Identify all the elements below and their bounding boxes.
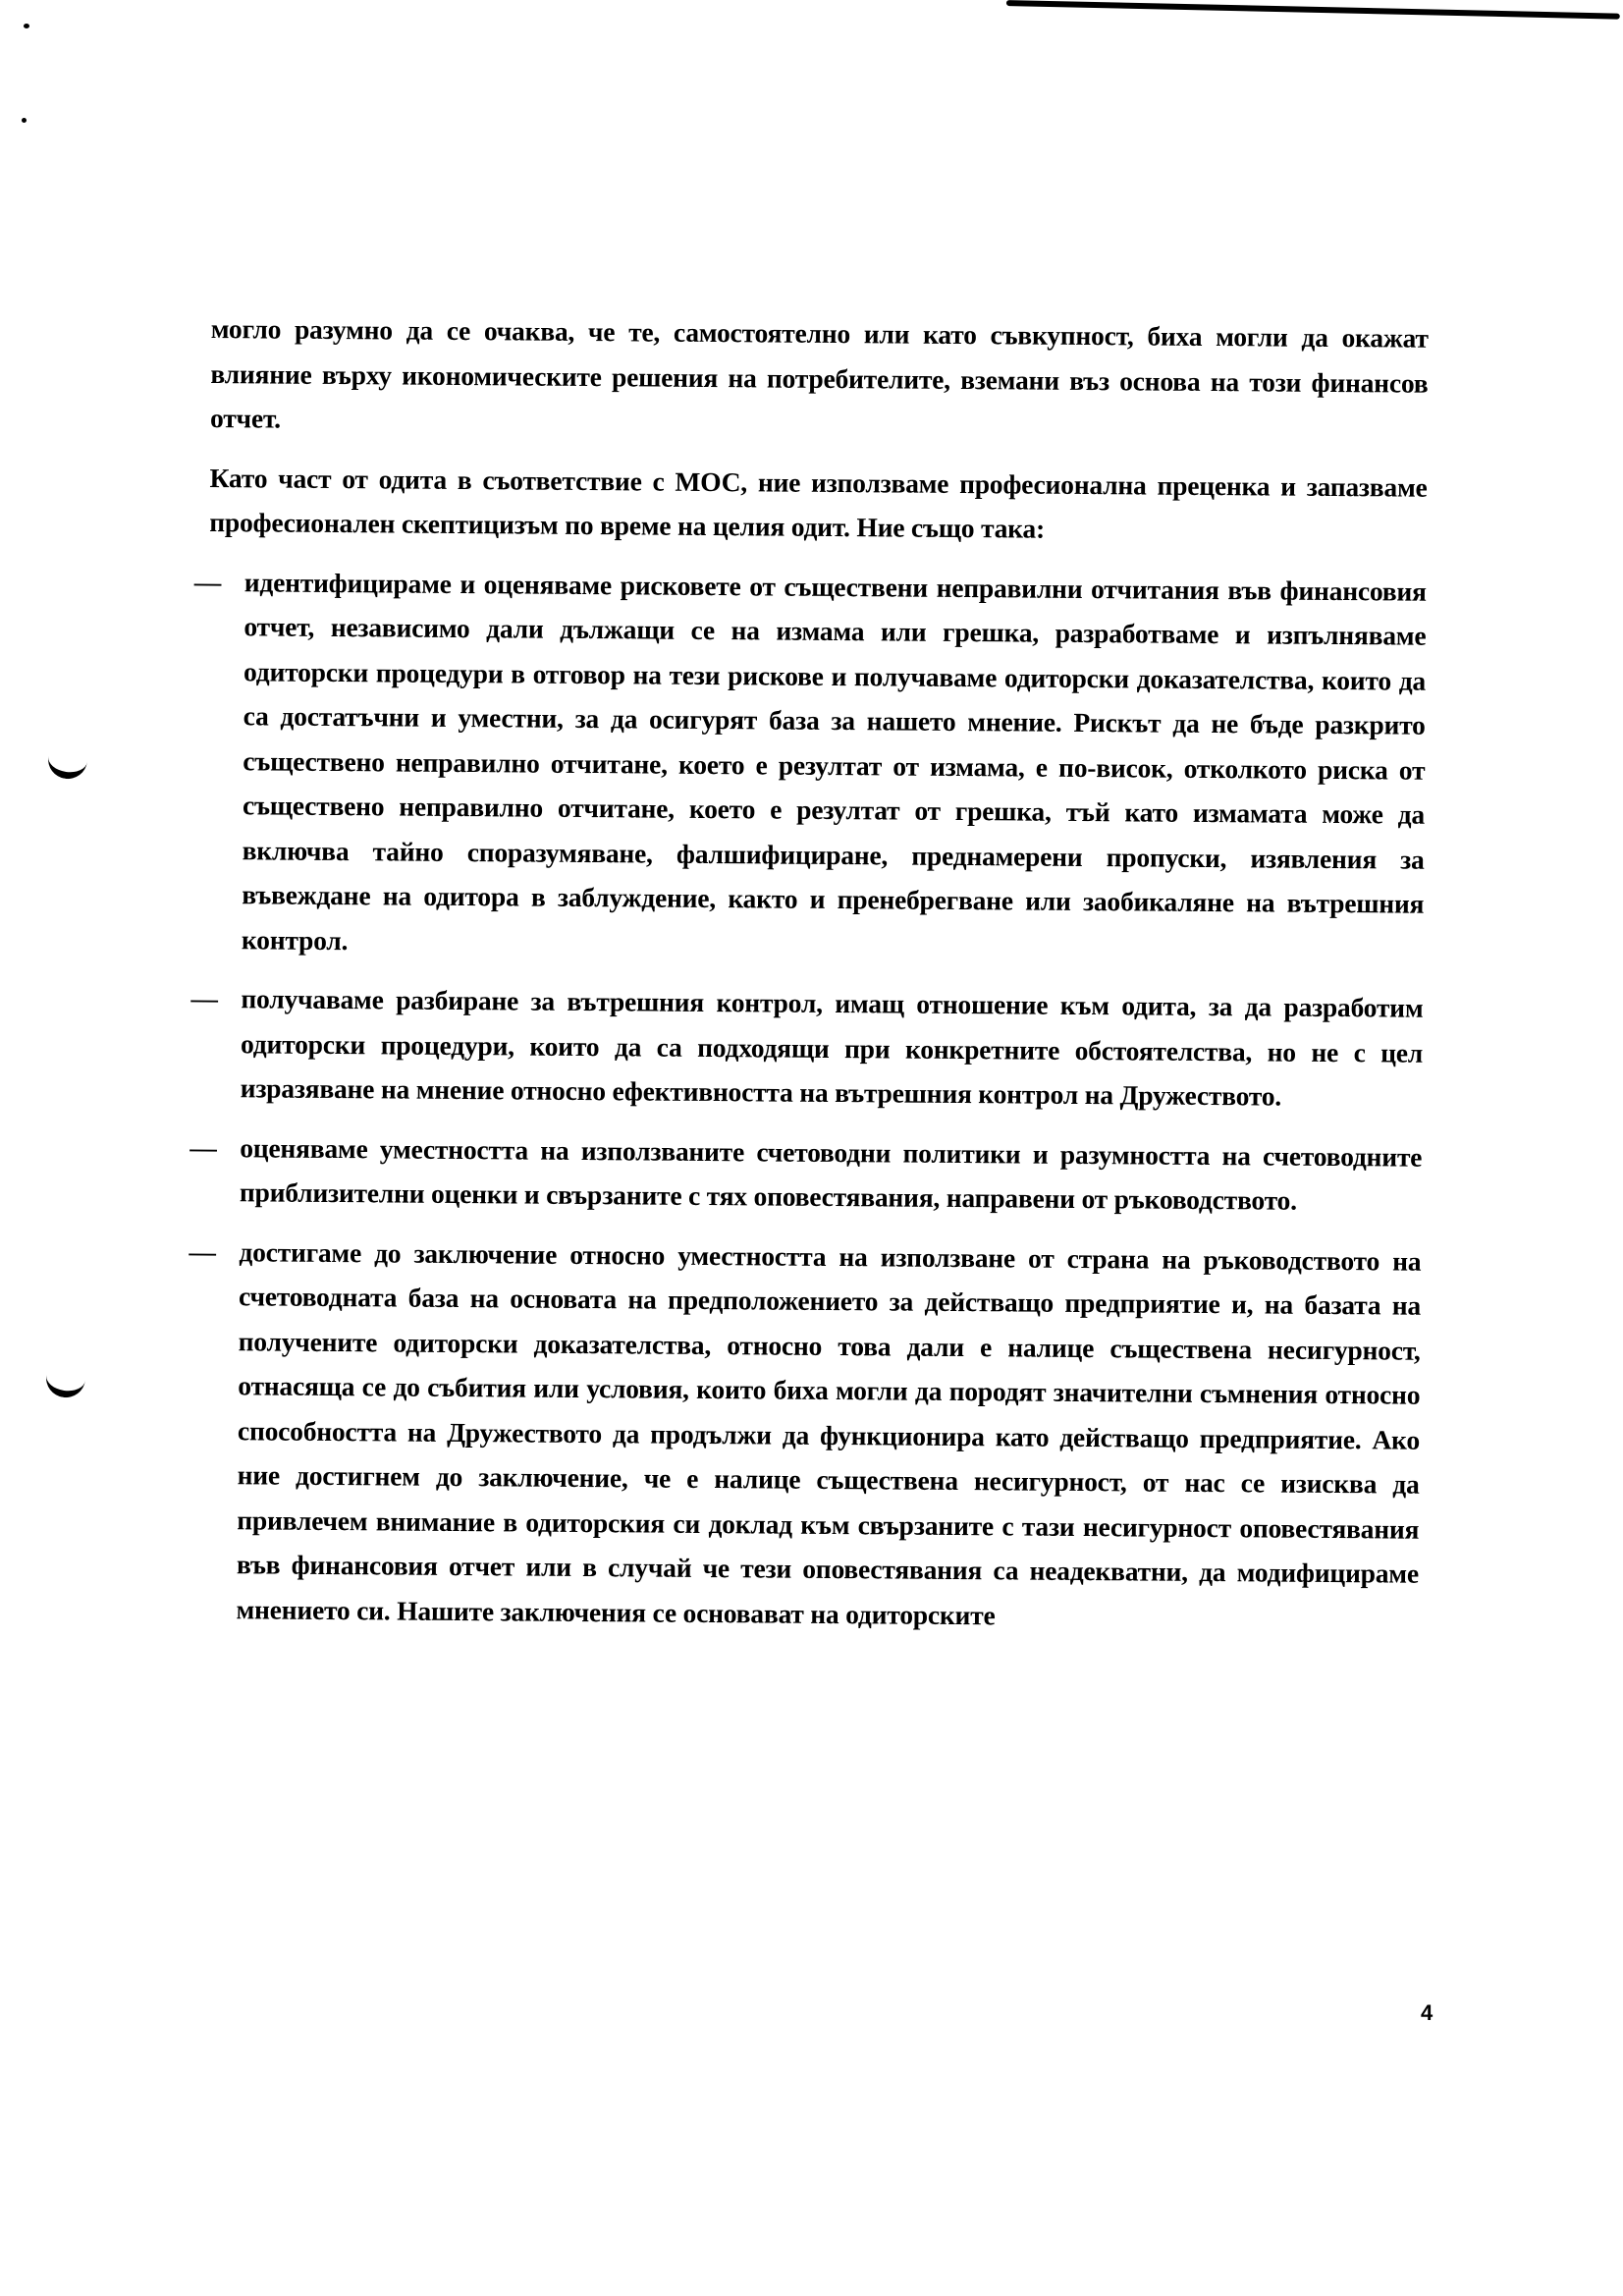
paragraph: могло разумно да се очаква, че те, самостоятелно или като съвкупност, биха могли да окажат влияние върху икономическите решения на потребителите, вземани въз основа на този финансов отчет. xyxy=(209,312,1429,434)
scan-punch-mark xyxy=(43,1370,85,1399)
scan-top-rule-line xyxy=(1006,0,1620,20)
list-item xyxy=(189,1124,1423,1224)
dash-bullet-icon: — xyxy=(190,982,218,1014)
bullet-list xyxy=(189,559,1427,1640)
list-item xyxy=(193,559,1427,970)
list-item-text: достигаме до заключение относно уместността на използване от страна на ръководството на счетоводната база на основата на предположението за действащо предприятие и, на базата на получените одиторски доказателства, относно това дали е налице съществена несигурност, отнасяща се до събития или условия, които биха могли да породят значителни съмнения относно способността на Дружеството да продължи да функционира като действащо предприятие. Ако ние достигнем до заключение, че е налице съществена несигурност, от нас се изисква да привлечем внимание в одиторския си доклад към свързаните с тази несигурност оповестявания във финансовия отчет или в случай че тези оповестявания са неадекватни, да модифицираме мнението си. Нашите заключения се основават на одиторските xyxy=(236,1235,1422,1630)
dash-bullet-icon: — xyxy=(189,1235,216,1267)
scan-punch-mark xyxy=(45,751,87,781)
list-item-text: оценяваме уместността на използваните счетоводни политики и разумността на счетоводните приблизителни оценки и свързаните с тях оповестявания, направени от ръководството. xyxy=(239,1131,1423,1216)
page-number: 4 xyxy=(1421,2000,1434,2025)
list-item xyxy=(190,976,1424,1120)
paragraph: Като част от одита в съответствие с МОС, ние използваме професионална преценка и запазваме професионален скептицизъм по време на целия одит. Ние също така: xyxy=(209,462,1428,544)
document-body xyxy=(189,306,1429,1656)
list-item-text: идентифицираме и оценяваме рисковете от съществени неправилни отчитания във финансовия отчет, независимо дали дължащи се на измама или грешка, разработваме и изпълняваме одиторски процедури в отговор на тези рискове и получаваме одиторски доказателства, които да са достатъчни и уместни, за да осигурят база за нашето мнение. Рискът да не бъде разкрито съществено неправилно отчитане, което е резултат от измама, е по-висок, отколкото риска от съществено неправилно отчитане, което е резултат от грешка, тъй като измамата може да включва тайно споразумяване, фалшифициране, преднамерени пропуски, изявления за въвеждане на одитора в заблуждение, както и пренебрегване или заобикаляне на вътрешния контрол. xyxy=(241,566,1427,956)
list-item xyxy=(189,1229,1422,1640)
scan-speck xyxy=(24,24,29,28)
list-item-text: получаваме разбиране за вътрешния контрол, имащ отношение към одита, за да разработим одиторски процедури, които да са подходящи при конкретните обстоятелства, но не с цел изразяване на мнение относно ефективността на вътрешния контрол на Дружеството. xyxy=(240,983,1424,1112)
dash-bullet-icon: — xyxy=(189,1131,217,1163)
dash-bullet-icon: — xyxy=(193,566,222,597)
scan-speck xyxy=(22,118,27,123)
